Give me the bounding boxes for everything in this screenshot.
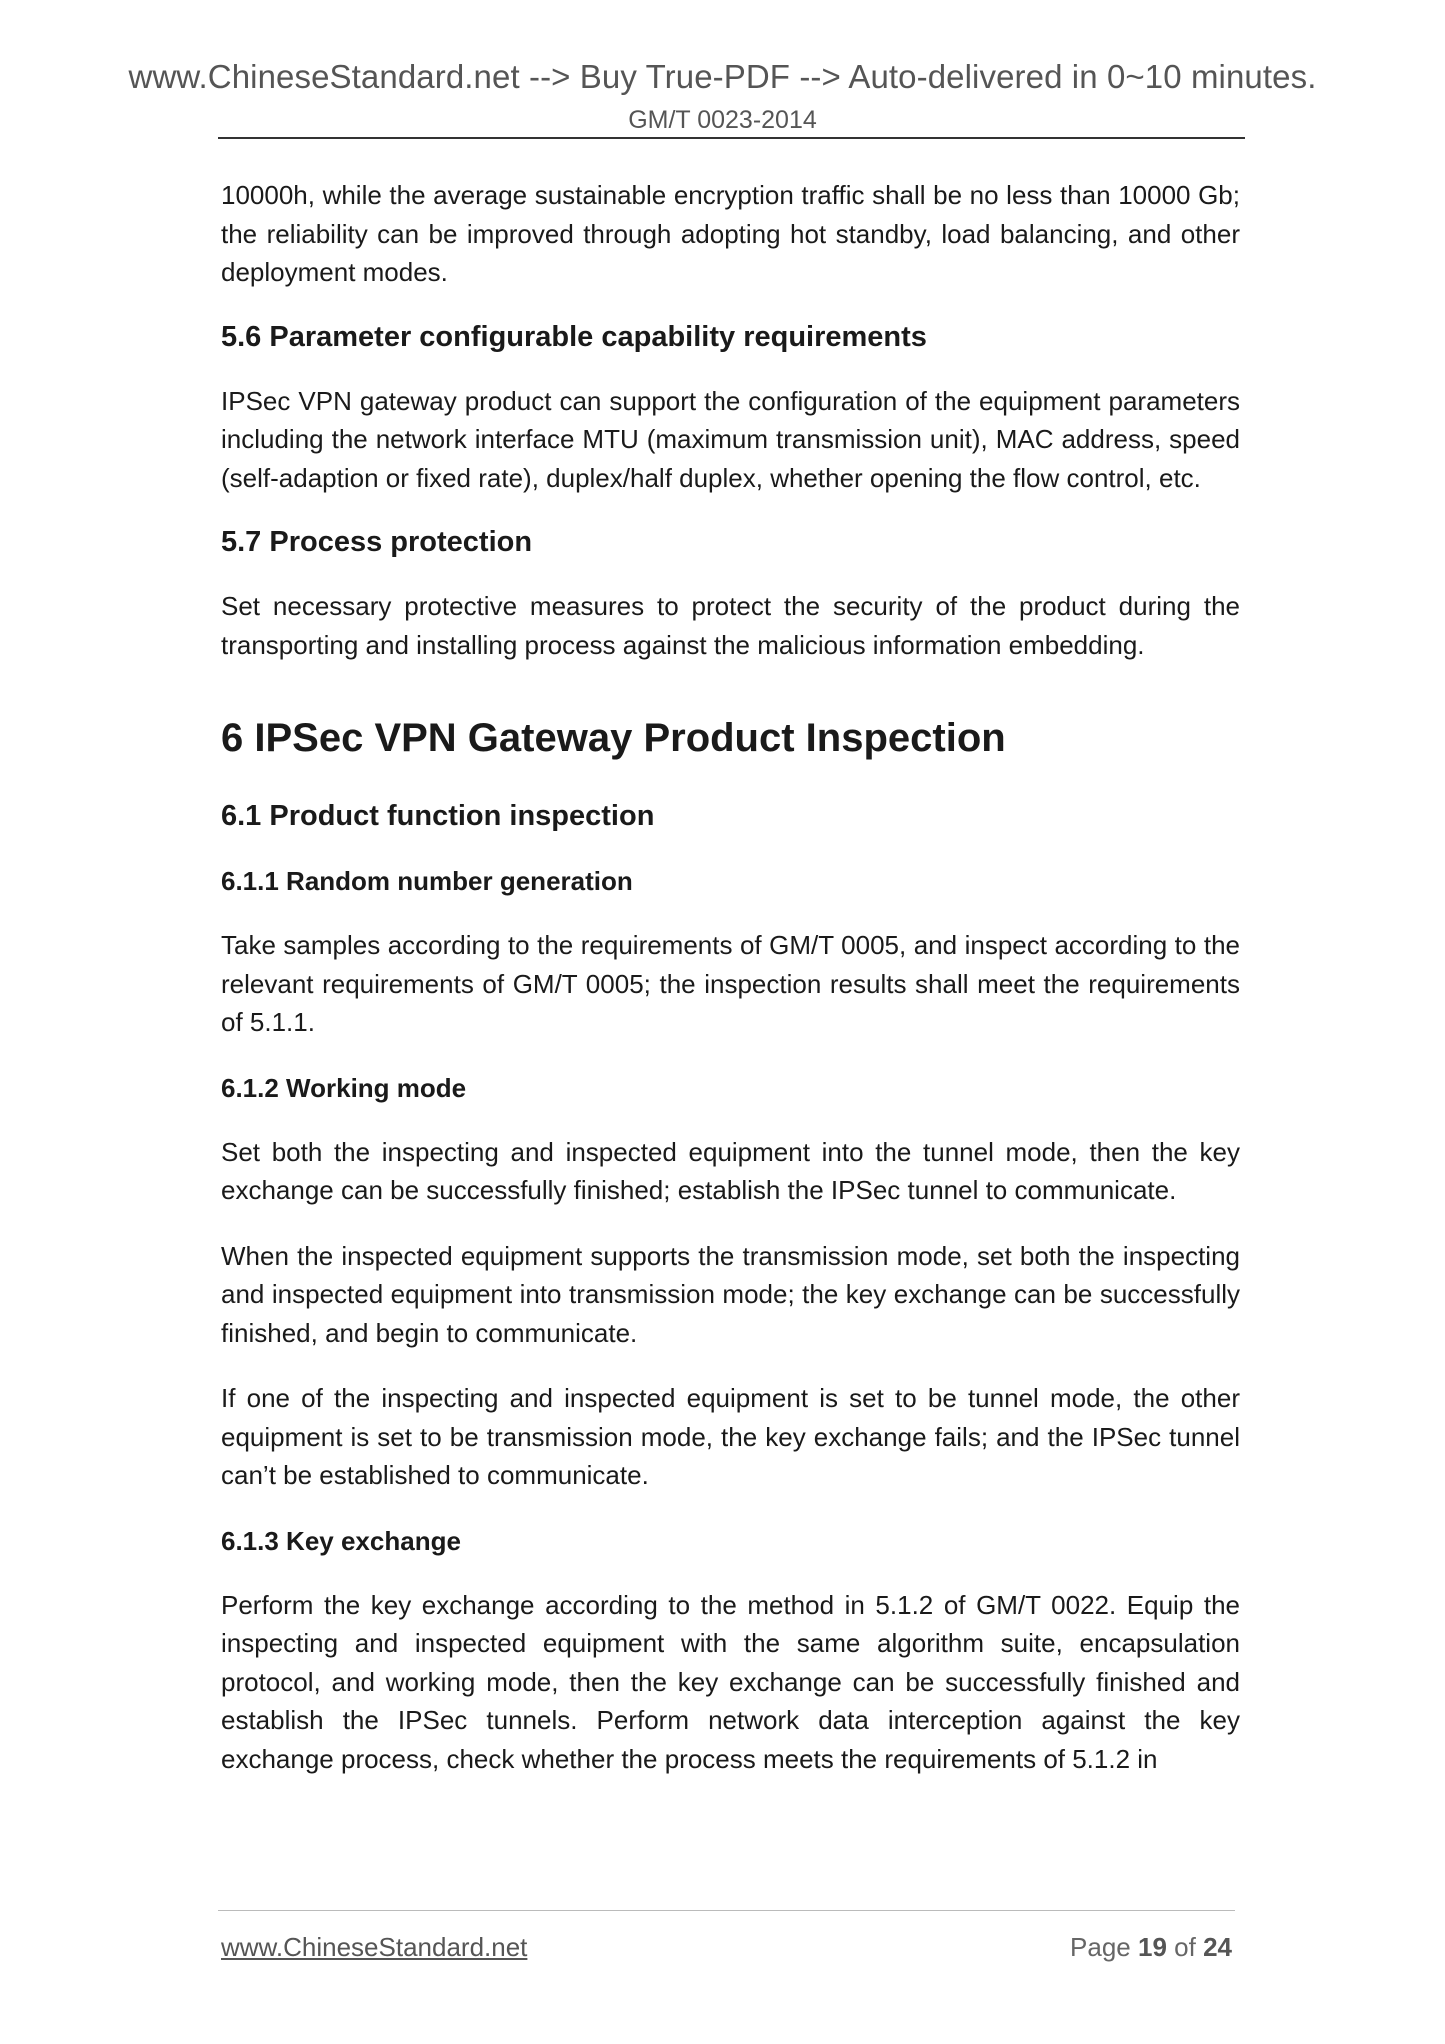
heading-6-1-1: 6.1.1 Random number generation — [221, 866, 633, 896]
paragraph-6-1-2-b: When the inspected equipment supports the transmission mode, set both the inspecting and inspected equipment into transmission mode; the key exchange can be successfully finished, and begin to communicate. — [221, 1240, 1240, 1348]
page-total: 24 — [1203, 1932, 1232, 1962]
footer-site-link[interactable]: www.ChineseStandard.net — [221, 1932, 528, 1962]
heading-6: 6 IPSec VPN Gateway Product Inspection — [221, 716, 1006, 760]
page-content — [221, 176, 1240, 1778]
paragraph-6-1-2-c: If one of the inspecting and inspected equipment is set to be tunnel mode, the other equipment is set to be transmission mode, the key exchange fails; and the IPSec tunnel can’t be established to communicate. — [221, 1383, 1240, 1490]
page-number — [1070, 1932, 1232, 1963]
paragraph-5-7: Set necessary protective measures to protect the security of the product during the transporting and installing process against the malicious information embedding. — [221, 591, 1240, 660]
footer-divider — [218, 1910, 1235, 1911]
page-current: 19 — [1138, 1932, 1167, 1962]
paragraph-5-6: IPSec VPN gateway product can support the configuration of the equipment parameters including the network interface MTU (maximum transmission unit), MAC address, speed (self-adaption or fixed rate), duplex/half duplex, whether opening the flow control, etc. — [221, 385, 1240, 493]
page-word: Page — [1070, 1932, 1131, 1962]
paragraph-continued: 10000h, while the average sustainable encryption traffic shall be no less than 10000 Gb; the reliability can be improved through adopting hot standby, load balancing, and other deployment modes. — [221, 180, 1240, 287]
heading-5-6: 5.6 Parameter configurable capability requirements — [221, 320, 927, 353]
page-of: of — [1174, 1932, 1196, 1962]
heading-6-1: 6.1 Product function inspection — [221, 800, 655, 832]
paragraph-6-1-2-a: Set both the inspecting and inspected equipment into the tunnel mode, then the key exchange can be successfully finished; establish the IPSec tunnel to communicate. — [221, 1136, 1240, 1205]
header-divider — [218, 137, 1245, 139]
header-banner: www.ChineseStandard.net --> Buy True-PDF --> Auto-delivered in 0~10 minutes. — [128, 58, 1317, 95]
paragraph-6-1-3: Perform the key exchange according to the method in 5.1.2 of GM/T 0022. Equip the inspecting and inspected equipment with the same algorithm suite, encapsulation protocol, and working mode, then the key exchange can be successfully finished and establish the IPSec tunnels. Perform network data interception against the key exchange process, check whether the process meets the requirements of 5.1.2 in — [221, 1589, 1240, 1774]
heading-6-1-2: 6.1.2 Working mode — [221, 1072, 467, 1103]
heading-5-7: 5.7 Process protection — [221, 526, 533, 558]
heading-6-1-3: 6.1.3 Key exchange — [221, 1525, 461, 1556]
standard-code: GM/T 0023-2014 — [628, 106, 817, 134]
paragraph-6-1-1: Take samples according to the requirements of GM/T 0005, and inspect according to the relevant requirements of GM/T 0005; the inspection results shall meet the requirements of 5.1.1. — [221, 930, 1240, 1037]
